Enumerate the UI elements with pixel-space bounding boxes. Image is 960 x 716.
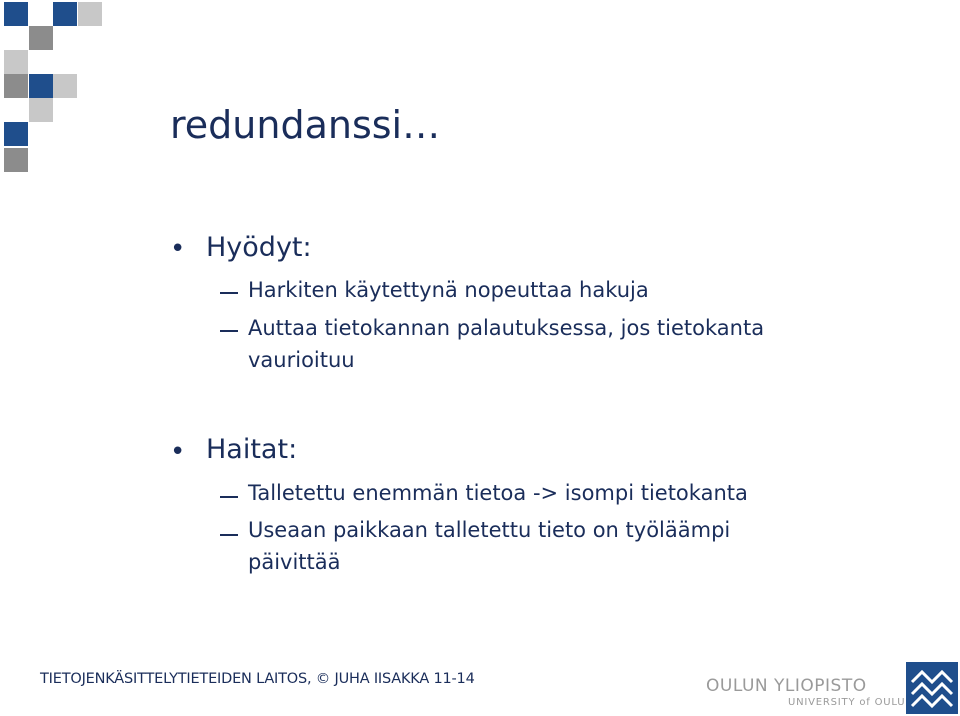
- university-logo-icon: [906, 662, 958, 714]
- benefit-item-2-line-2: vaurioituu: [248, 348, 355, 372]
- section-heading-benefits: Hyödyt:: [206, 232, 312, 263]
- decorative-square-pattern: [0, 0, 110, 180]
- university-subtitle: UNIVERSITY of OULU: [788, 697, 906, 708]
- bullet-icon: •: [170, 437, 186, 467]
- slide-title: redundanssi…: [170, 103, 441, 147]
- dash-icon: [220, 496, 238, 498]
- footer-text: TIETOJENKÄSITTELYTIETEIDEN LAITOS, © JUHA IISAKKA 11-14: [40, 671, 475, 687]
- drawback-item-2-line-2: päivittää: [248, 550, 341, 574]
- benefit-item-1: Harkiten käytettynä nopeuttaa hakuja: [248, 278, 649, 302]
- bullet-icon: •: [170, 234, 186, 264]
- university-name: OULUN YLIOPISTO: [706, 676, 867, 696]
- dash-icon: [220, 330, 238, 332]
- dash-icon: [220, 534, 238, 536]
- dash-icon: [220, 292, 238, 294]
- section-heading-drawbacks: Haitat:: [206, 434, 298, 465]
- drawback-item-1: Talletettu enemmän tietoa -> isompi tietokanta: [248, 481, 748, 505]
- drawback-item-2-line-1: Useaan paikkaan talletettu tieto on työläämpi: [248, 518, 731, 542]
- benefit-item-2-line-1: Auttaa tietokannan palautuksessa, jos tietokanta: [248, 316, 765, 340]
